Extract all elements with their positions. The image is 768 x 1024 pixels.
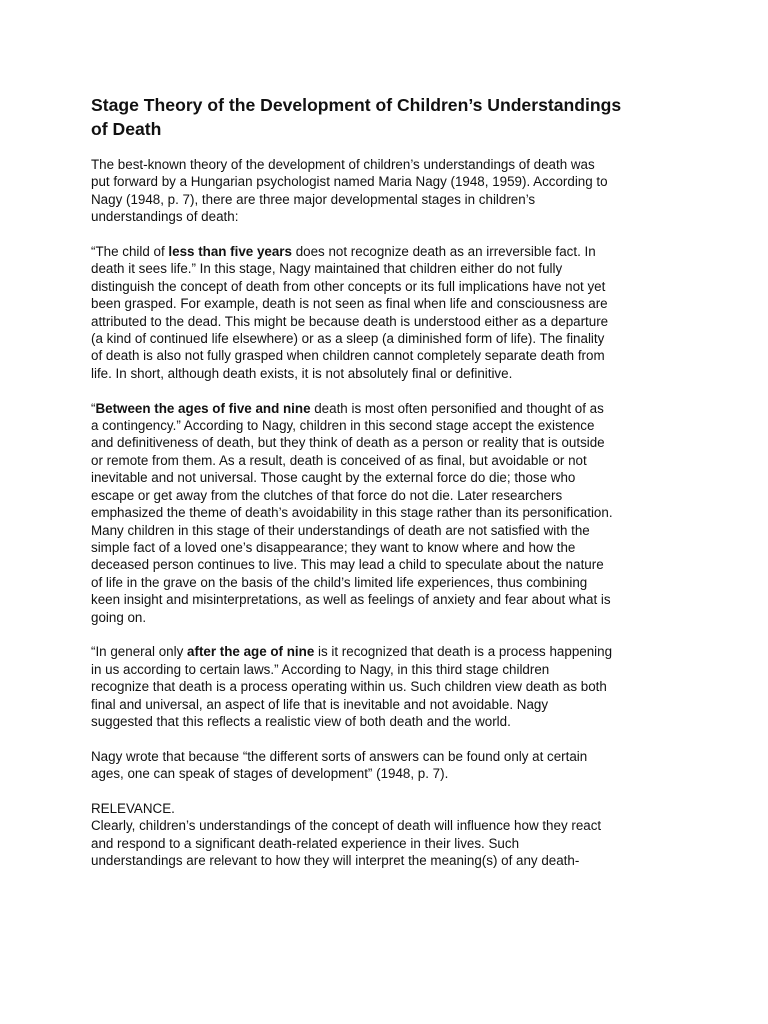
text-line: recognize that death is a process operating within us. Such children view death as both <box>91 679 607 695</box>
document-page <box>91 93 691 870</box>
stage-two-paragraph <box>91 400 691 626</box>
emphasis-text: less than five years <box>168 244 292 260</box>
quote-text: “In general only <box>91 644 188 660</box>
document-title <box>91 93 691 141</box>
title-line: Stage Theory of the Development of Children’s Understandings <box>91 95 622 115</box>
text-line: distinguish the concept of death from other concepts or its full implications have not yet <box>91 278 606 294</box>
conclusion-paragraph <box>91 748 691 783</box>
text-line: simple fact of a loved one’s disappearance; they want to know where and how the <box>91 539 576 555</box>
text-line: escape or get away from the clutches of that force do not die. Later researchers <box>91 487 563 503</box>
text-line: The best-known theory of the development of children’s understandings of death was <box>91 157 595 172</box>
title-line: of Death <box>91 119 162 139</box>
text-line: or remote from them. As a result, death is conceived of as final, but avoidable or not <box>91 452 587 468</box>
relevance-section <box>91 800 691 870</box>
text-line: Nagy wrote that because “the different sorts of answers can be found only at certain <box>91 748 588 764</box>
quote-text: death is most often personified and thought of as <box>310 400 604 416</box>
text-line: death it sees life.” In this stage, Nagy maintained that children either do not fully <box>91 261 563 277</box>
text-line: life. In short, although death exists, it is not absolutely final or definitive. <box>91 365 513 381</box>
text-line: keen insight and misinterpretations, as well as feelings of anxiety and fear about what is <box>91 592 611 608</box>
text-line: a contingency.” According to Nagy, children in this second stage accept the existence <box>91 418 595 434</box>
text-line: put forward by a Hungarian psychologist named Maria Nagy (1948, 1959). According to <box>91 174 608 190</box>
text-line: ages, one can speak of stages of development” (1948, p. 7). <box>91 766 449 782</box>
text-line: inevitable and not universal. Those caught by the external force do die; those who <box>91 470 576 486</box>
text-line: in us according to certain laws.” According to Nagy, in this third stage children <box>91 661 550 677</box>
text-line: of death is also not fully grasped when children cannot completely separate death from <box>91 348 605 364</box>
text-line: (a kind of continued life elsewhere) or as a sleep (a diminished form of life). The finality <box>91 331 605 347</box>
text-line: and definitiveness of death, but they think of death as a person or reality that is outside <box>91 435 605 451</box>
text-line: been grasped. For example, death is not seen as final when life and consciousness are <box>91 296 608 312</box>
quote-text: “The child of <box>91 244 169 260</box>
text-line: Clearly, children’s understandings of the concept of death will influence how they react <box>91 818 602 834</box>
text-line: Many children in this stage of their understandings of death are not satisfied with the <box>91 522 590 538</box>
text-line: understandings of death: <box>91 209 239 225</box>
emphasis-text: Between the ages of five and nine <box>95 400 311 416</box>
text-line: attributed to the dead. This might be because death is understood either as a departure <box>91 313 609 329</box>
text-line: of life in the grave on the basis of the child’s limited life experiences, thus combining <box>91 574 588 590</box>
text-line: emphasized the theme of death’s avoidability in this stage rather than its personification. <box>91 505 613 521</box>
quote-text: “ <box>91 400 96 416</box>
quote-text: does not recognize death as an irreversible fact. In <box>291 244 596 260</box>
text-line: final and universal, an aspect of life that is inevitable and not avoidable. Nagy <box>91 696 549 712</box>
relevance-heading: RELEVANCE. <box>91 800 175 816</box>
intro-paragraph <box>91 156 691 226</box>
text-line: Nagy (1948, p. 7), there are three major developmental stages in children’s <box>91 191 536 207</box>
emphasis-text: after the age of nine <box>187 644 315 660</box>
text-line <box>91 643 691 660</box>
text-line <box>91 243 691 260</box>
text-line: going on. <box>91 609 147 625</box>
text-line: deceased person continues to live. This may lead a child to speculate about the nature <box>91 557 604 573</box>
stage-one-paragraph <box>91 243 691 382</box>
text-line <box>91 400 691 417</box>
text-line: and respond to a significant death-related experience in their lives. Such <box>91 835 520 851</box>
quote-text: is it recognized that death is a process happening <box>314 644 613 660</box>
text-line: understandings are relevant to how they will interpret the meaning(s) of any death- <box>91 853 580 869</box>
stage-three-paragraph <box>91 643 691 730</box>
text-line: suggested that this reflects a realistic view of both death and the world. <box>91 713 511 729</box>
